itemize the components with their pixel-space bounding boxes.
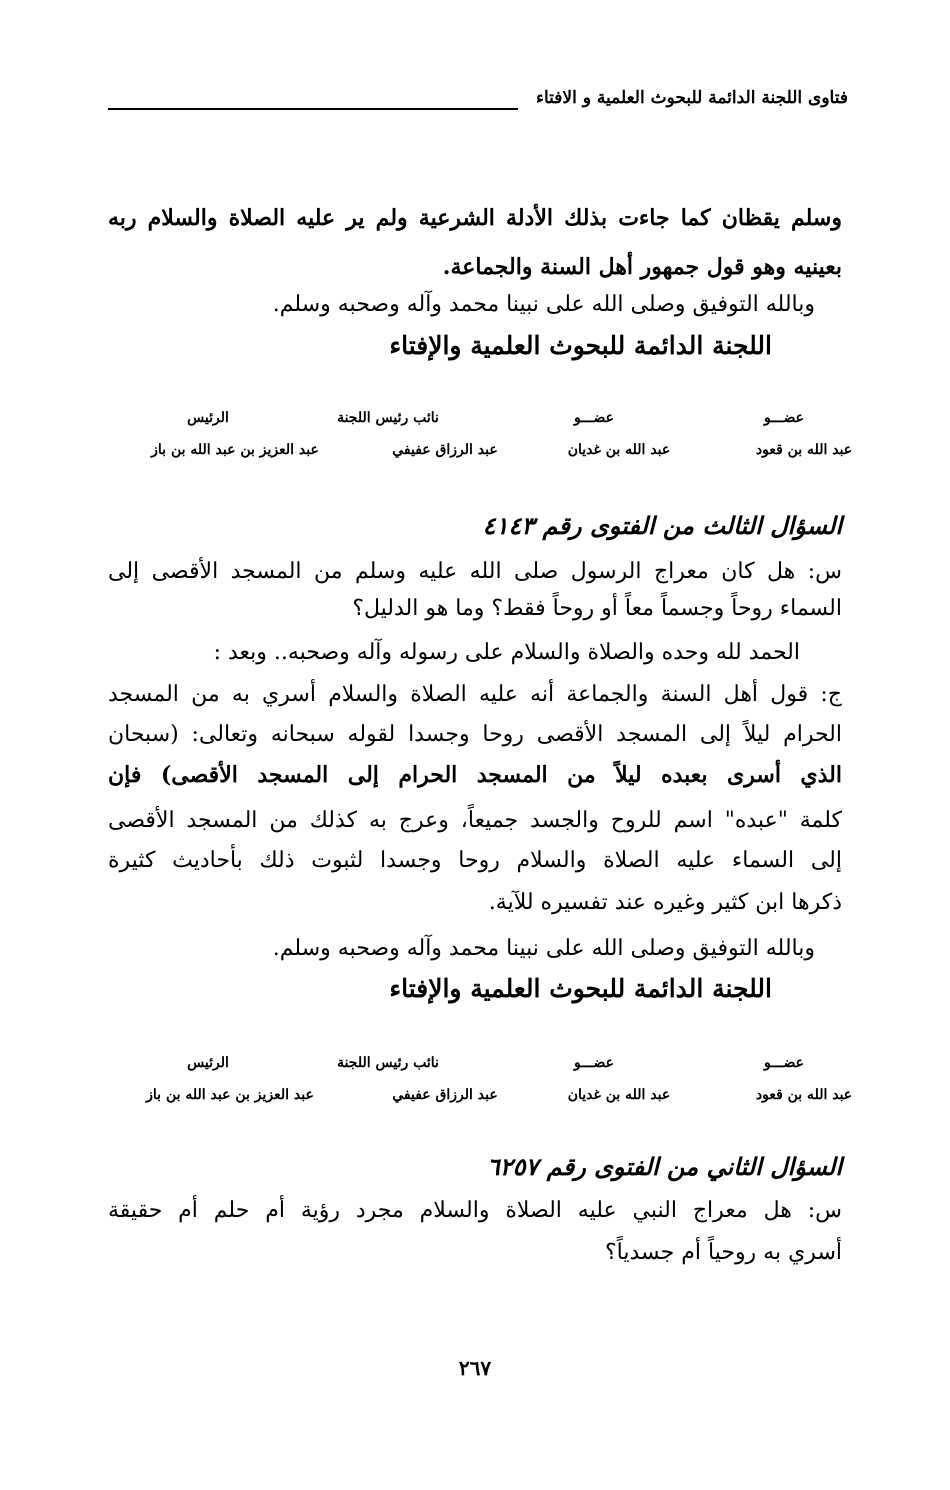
committee-name: اللجنة الدائمة للبحوث العلمية والإفتاء (389, 974, 772, 1003)
signature-role: الرئيس (187, 1055, 229, 1071)
signature-role: عضـــو (763, 1055, 805, 1071)
header-title: فتاوى اللجنة الدائمة للبحوث العلمية و الافتاء (536, 88, 848, 108)
signature-role: عضـــو (573, 1055, 615, 1071)
answer-line: ج: قول أهل السنة والجماعة أنه عليه الصلاة والسلام أسري به من المسجد (108, 682, 842, 707)
answer-line: الحمد لله وحده والصلاة والسلام على رسوله وآله وصحبه.. وبعد : (213, 640, 800, 665)
answer-line: ذكرها ابن كثير وغيره عند تفسيره للآية. (488, 890, 842, 915)
page-number: ٢٦٧ (458, 1356, 492, 1380)
signature-role: نائب رئيس اللجنة (337, 1055, 439, 1071)
signature-role: الرئيس (187, 410, 229, 426)
signature-name: عبد العزيز بن عبد الله بن باز (151, 442, 319, 458)
signature-name: عبد الله بن قعود (755, 442, 853, 458)
signature-role: عضـــو (763, 410, 805, 426)
signature-name: عبد الله بن غديان (567, 442, 671, 458)
signature-name: عبد العزيز بن عبد الله بن باز (146, 1087, 314, 1103)
quran-verse-line: الذي أسرى بعبده ليلاً من المسجد الحرام إلى المسجد الأقصى) فإن (108, 762, 842, 788)
question-title: السؤال الثاني من الفتوى رقم ٦٢٥٧ (486, 1152, 842, 1181)
answer-line: إلى السماء عليه الصلاة والسلام روحا وجسدا لثبوت ذلك بأحاديث كثيرة (108, 848, 842, 873)
question-title: السؤال الثالث من الفتوى رقم ٤١٤٣ (482, 511, 842, 540)
signature-name: عبد الله بن غديان (567, 1087, 671, 1103)
answer-line: الحرام ليلاً إلى المسجد الأقصى روحا وجسدا لقوله سبحانه وتعالى: (سبحان (108, 722, 842, 747)
paragraph-line: وسلم يقظان كما جاءت بذلك الأدلة الشرعية ولم ير عليه الصلاة والسلام ربه (108, 205, 842, 231)
signature-role: نائب رئيس اللجنة (337, 410, 439, 426)
running-header (108, 88, 848, 118)
question-line: س: هل كان معراج الرسول صلى الله عليه وسلم من المسجد الأقصى إلى (108, 559, 842, 584)
signature-role: عضـــو (573, 410, 615, 426)
committee-name: اللجنة الدائمة للبحوث العلمية والإفتاء (389, 331, 772, 360)
signature-name: عبد الرزاق عفيفي (392, 442, 498, 458)
paragraph-line: بعينيه وهو قول جمهور أهل السنة والجماعة. (442, 254, 842, 280)
header-rule (108, 108, 518, 110)
question-line: س: هل معراج النبي عليه الصلاة والسلام مجرد رؤية أم حلم أم حقيقة (108, 1198, 842, 1223)
question-line: أسري به روحياً أم جسدياً؟ (605, 1240, 842, 1265)
question-line: السماء روحاً وجسماً معاً أو روحاً فقط؟ وما هو الدليل؟ (352, 596, 842, 621)
signature-name: عبد الرزاق عفيفي (392, 1087, 498, 1103)
closing-line: وبالله التوفيق وصلى الله على نبينا محمد وآله وصحبه وسلم. (272, 292, 815, 317)
signature-name: عبد الله بن قعود (755, 1087, 853, 1103)
closing-line: وبالله التوفيق وصلى الله على نبينا محمد وآله وصحبه وسلم. (272, 936, 815, 961)
answer-line: كلمة "عبده" اسم للروح والجسد جميعاً، وعرج به كذلك من المسجد الأقصى (108, 808, 842, 833)
